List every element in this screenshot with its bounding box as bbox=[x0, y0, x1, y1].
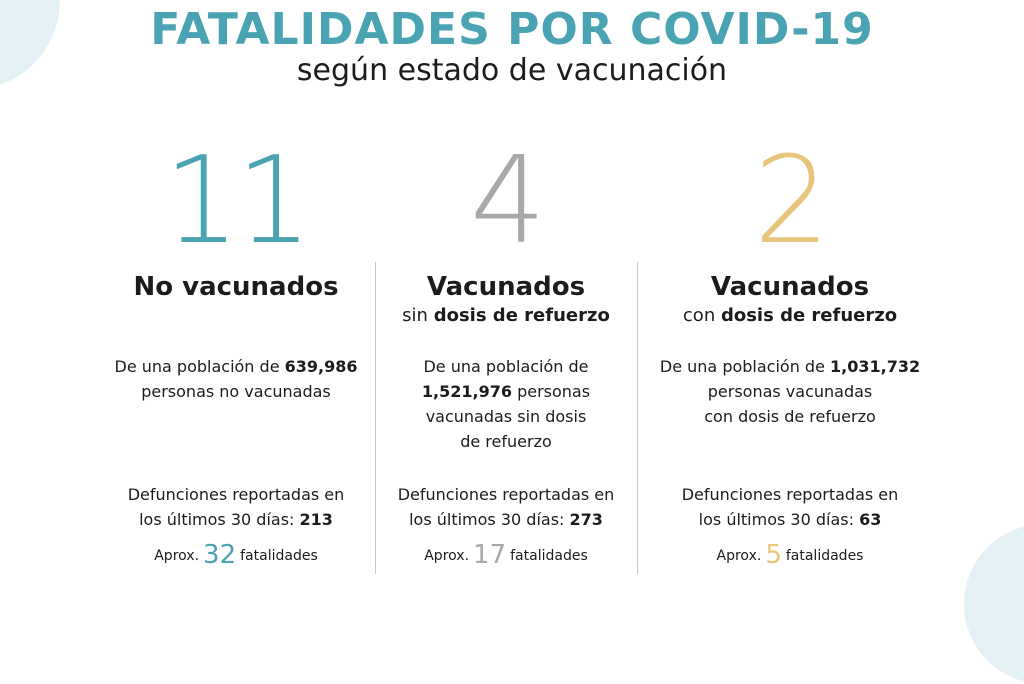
population-line: con dosis de refuerzo bbox=[704, 407, 876, 426]
page-title: FATALIDADES POR COVID-19 bbox=[150, 4, 874, 55]
group-sublabel-prefix: sin bbox=[402, 305, 434, 326]
column-unvaccinated bbox=[86, 132, 386, 304]
approx-number: 5 bbox=[765, 540, 782, 570]
population-number: 639,986 bbox=[284, 357, 358, 376]
fatality-count: 4 bbox=[469, 132, 543, 271]
group-sublabel-bold: dosis de refuerzo bbox=[433, 305, 610, 326]
group-label: Vacunados bbox=[426, 272, 586, 302]
population-text bbox=[356, 354, 656, 454]
population-number: 1,521,976 bbox=[421, 382, 512, 401]
approx-prefix: Aprox. bbox=[716, 548, 762, 564]
approx-number: 17 bbox=[473, 540, 507, 570]
column-vaccinated-booster bbox=[640, 132, 940, 328]
approx-suffix: fatalidades bbox=[785, 548, 864, 564]
group-label: No vacunados bbox=[133, 272, 339, 302]
population-number: 1,031,732 bbox=[830, 357, 921, 376]
deaths-line: los últimos 30 días: bbox=[409, 510, 570, 529]
approx-suffix: fatalidades bbox=[240, 548, 318, 564]
population-line: de refuerzo bbox=[460, 432, 552, 451]
approx-prefix: Aprox. bbox=[424, 548, 470, 564]
approx-prefix: Aprox. bbox=[154, 548, 200, 564]
approx-suffix: fatalidades bbox=[510, 548, 588, 564]
deaths-line: los últimos 30 días: bbox=[698, 510, 860, 529]
approx-text bbox=[640, 540, 940, 571]
group-sublabel bbox=[640, 304, 940, 328]
deaths-text bbox=[356, 482, 656, 532]
deaths-line: Defunciones reportadas en bbox=[681, 485, 899, 504]
column-vaccinated-no-booster bbox=[356, 132, 656, 328]
population-line: personas no vacunadas bbox=[141, 382, 331, 401]
deaths-number: 273 bbox=[569, 510, 603, 529]
population-suffix: personas bbox=[512, 382, 591, 401]
decorative-circle-bottom-right bbox=[964, 524, 1024, 684]
group-sublabel-bold: dosis de refuerzo bbox=[720, 305, 898, 326]
approx-number: 32 bbox=[203, 540, 237, 570]
population-text bbox=[640, 354, 940, 429]
population-line: vacunadas sin dosis bbox=[425, 407, 587, 426]
fatality-count: 11 bbox=[163, 132, 309, 271]
deaths-line: Defunciones reportadas en bbox=[397, 485, 615, 504]
group-sublabel-prefix: con bbox=[682, 305, 721, 326]
deaths-text bbox=[640, 482, 940, 532]
deaths-number: 213 bbox=[299, 510, 333, 529]
approx-text bbox=[356, 540, 656, 571]
group-label: Vacunados bbox=[710, 272, 870, 302]
approx-text bbox=[86, 540, 386, 571]
fatality-count: 2 bbox=[753, 132, 827, 271]
population-line: personas vacunadas bbox=[707, 382, 873, 401]
population-prefix: De una población de bbox=[659, 357, 831, 376]
deaths-number: 63 bbox=[859, 510, 882, 529]
deaths-line: los últimos 30 días: bbox=[139, 510, 300, 529]
deaths-line: Defunciones reportadas en bbox=[127, 485, 345, 504]
page-subtitle: según estado de vacunación bbox=[296, 53, 728, 88]
population-prefix: De una población de bbox=[114, 357, 285, 376]
deaths-text bbox=[86, 482, 386, 532]
group-sublabel bbox=[356, 304, 656, 328]
population-text bbox=[86, 354, 386, 404]
population-prefix: De una población de bbox=[423, 357, 589, 376]
